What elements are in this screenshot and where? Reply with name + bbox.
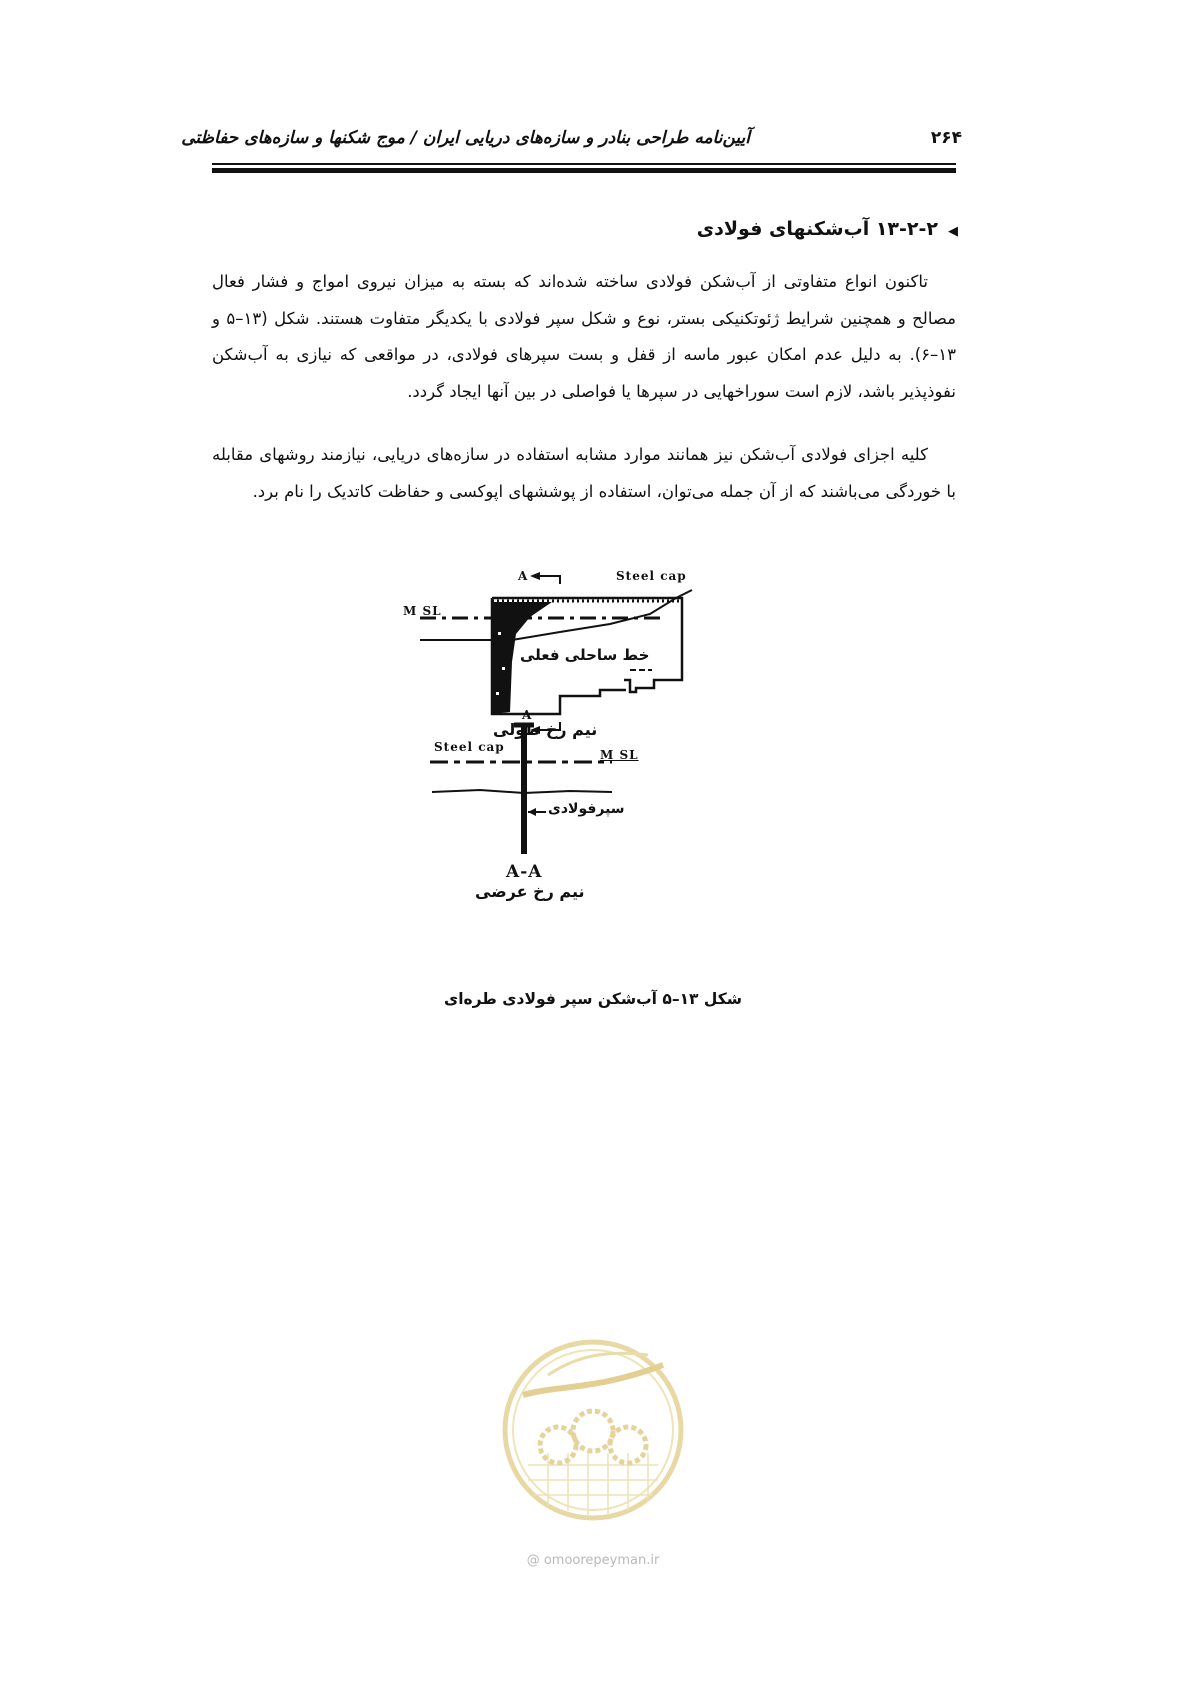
paragraph-text: تاکنون انواع متفاوتی از آب‌شکن فولادی ساخته شده‌اند که بسته به میزان نیروی امواج و فشار فعال مصالح و همچنین شرایط ژئوتکنیکی بستر، نوع و شکل سپر فولادی با یکدیگر متفاوت هستند. شکل (۱۳–۵ و ۱۳–۶). به دلیل عدم امکان عبور ماسه از قفل و بست سپرهای فولادی، در مواقعی که نیازی به آب‌شکن نفوذپذیر باشد، لازم است سوراخهایی در سپرها یا فواصلی در بین آنها ایجاد گردد.: [212, 272, 956, 401]
figure-drawing: [420, 572, 780, 992]
bullet-arrow-icon: ◀: [948, 224, 958, 239]
watermark-logo: [488, 1325, 698, 1585]
steel-cap-label: Steel cap: [616, 569, 687, 583]
section-mark-top: [538, 576, 560, 584]
seal-logo-icon: [488, 1325, 698, 1555]
msl-label-cross: M SL: [600, 748, 639, 762]
body-paragraph: [212, 437, 956, 510]
section-letter-top: A: [518, 569, 529, 583]
paragraph-text: کلیه اجزای فولادی آب‌شکن نیز همانند موارد مشابه استفاده در سازه‌های دریایی، نیازمند روشهای مقابله با خوردگی می‌باشند که از آن جمله می‌توان، استفاده از پوششهای اپوکسی و حفاظت کاتدیک را نام برد.: [212, 445, 956, 501]
watermark-url: @ omoorepeyman.ir: [526, 1553, 660, 1568]
steel-sheet-label: سپرفولادی: [548, 801, 625, 817]
running-header-title: آیین‌نامه طراحی بنادر و سازه‌های دریایی ایران / موج شکنها و سازه‌های حفاظتی: [181, 128, 750, 148]
shoreline-label: خط ساحلی فعلی: [520, 646, 650, 664]
header-rule-thin: [212, 163, 956, 165]
page-number: ۲۶۴: [930, 128, 962, 148]
header-rule-thick: [212, 168, 956, 173]
msl-label: M SL: [403, 604, 442, 618]
watermark-url-text: omoorepeyman.ir: [543, 1553, 660, 1568]
section-a-a-label: A-A: [506, 862, 543, 882]
body-paragraph: [212, 264, 956, 410]
figure-caption: شکل ۱۳–۵ آب‌شکن سپر فولادی طره‌ای: [443, 990, 742, 1008]
section-heading-text: ۱۳-۲-۲ آب‌شکنهای فولادی: [696, 218, 938, 240]
arrow-icon: [528, 808, 536, 816]
breakwater-figure: [403, 569, 780, 992]
section-heading: [258, 218, 958, 240]
section-letter-bottom: A: [522, 708, 533, 722]
cross-section-title: نیم رخ عرضی: [475, 882, 585, 901]
steel-cap-label-cross: Steel cap: [434, 740, 505, 754]
longitudinal-profile-title: نیم رخ طولی: [493, 720, 598, 739]
